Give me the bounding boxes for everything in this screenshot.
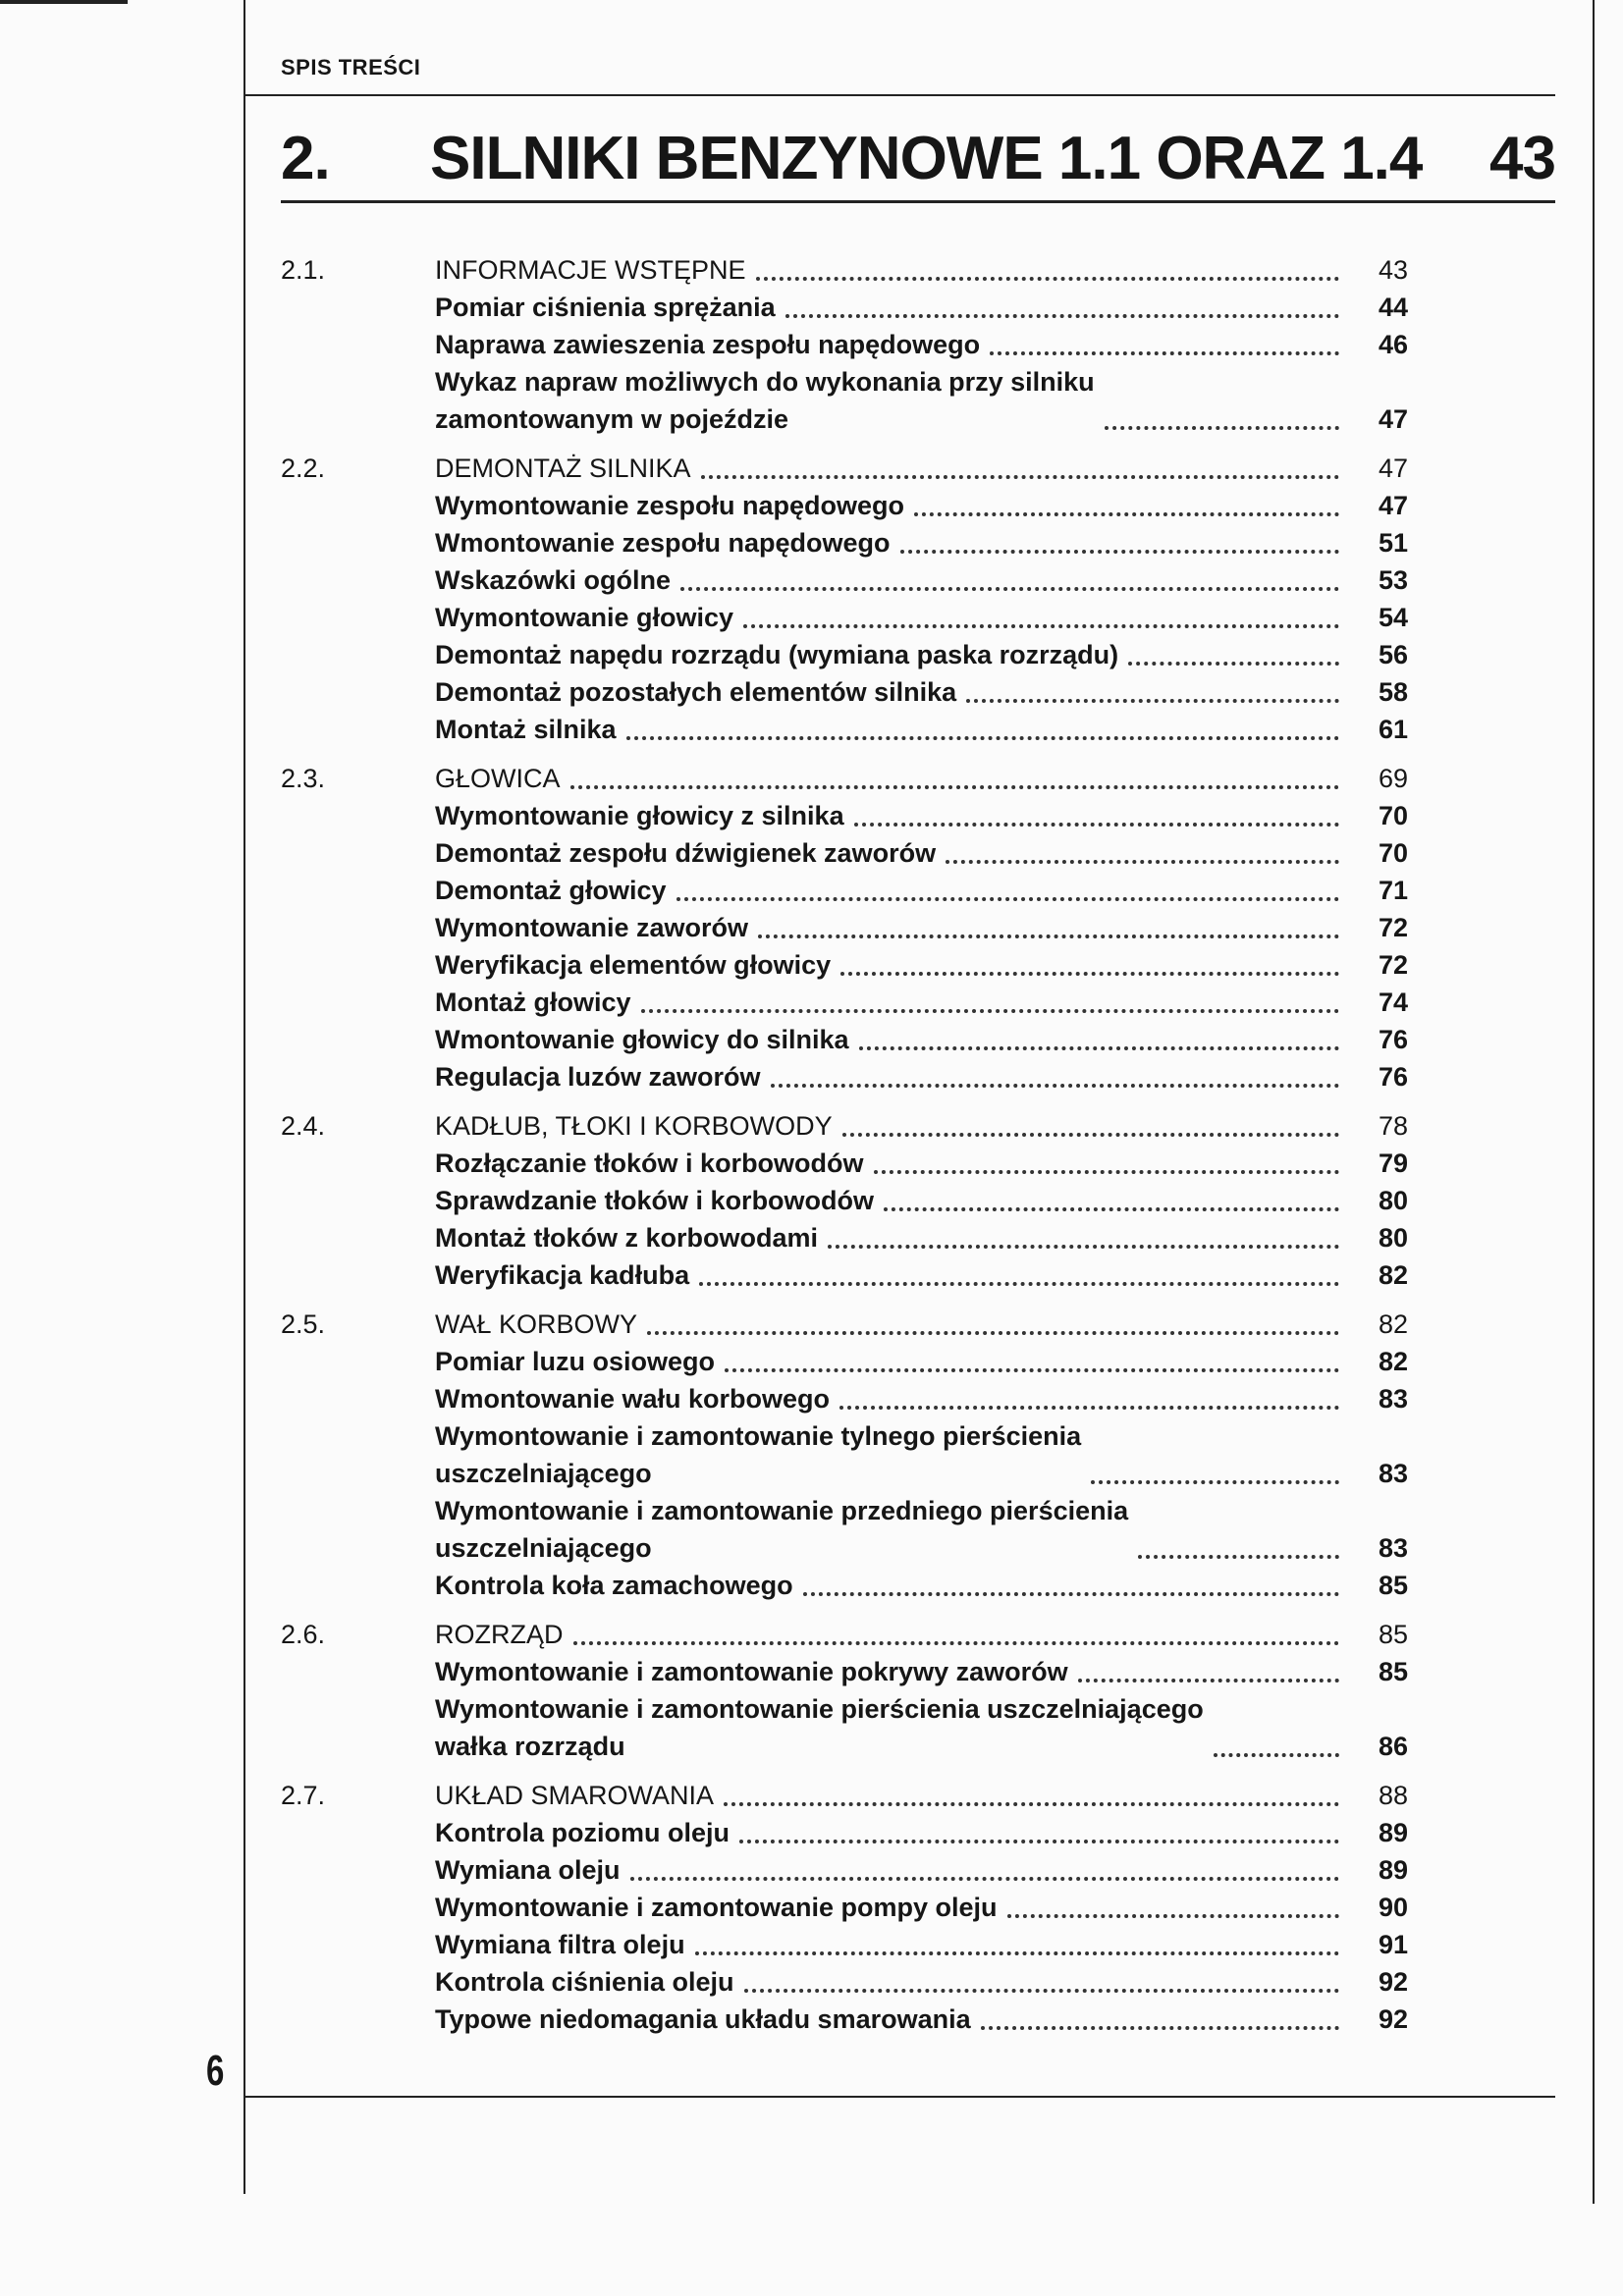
- dot-leader: [570, 785, 1339, 789]
- toc-entry-title: Pomiar luzu osiowego: [435, 1347, 716, 1376]
- toc-entry-label: [435, 1926, 1349, 1963]
- toc-entry-title: INFORMACJE WSTĘPNE: [435, 255, 746, 285]
- toc-entry-page: 92: [1378, 2004, 1408, 2034]
- toc-entry-title: UKŁAD SMAROWANIA: [435, 1781, 715, 1810]
- page-folio: 6: [206, 2047, 225, 2095]
- toc-item[interactable]: [281, 711, 1408, 748]
- toc-entry-page: 85: [1378, 1657, 1408, 1686]
- toc-entry-title: GŁOWICA: [435, 764, 561, 793]
- dot-leader: [1091, 1480, 1339, 1484]
- dot-leader: [946, 860, 1339, 864]
- toc-entry-page: 82: [1378, 1309, 1408, 1339]
- toc-entry-label: [435, 326, 1349, 363]
- toc-entry-page: 80: [1378, 1223, 1408, 1253]
- toc-entry-label: [435, 251, 1349, 289]
- toc-section: [281, 1616, 1408, 1765]
- toc-item[interactable]: [281, 487, 1408, 524]
- dot-leader: [854, 823, 1339, 827]
- toc-entry-number: 2.6.: [281, 1620, 326, 1649]
- dot-leader: [756, 277, 1339, 281]
- toc-entry-page: 91: [1378, 1930, 1408, 1959]
- toc-item[interactable]: [281, 289, 1408, 326]
- dot-leader: [981, 2026, 1339, 2030]
- toc-entry-title: Weryfikacja kadłuba: [435, 1260, 690, 1290]
- toc-entry-page: 76: [1378, 1062, 1408, 1092]
- toc-entry-label: [435, 1492, 1349, 1567]
- toc-entry-label: [435, 2001, 1349, 2038]
- toc-entry-page: 53: [1378, 565, 1408, 595]
- toc-entry-page: 72: [1378, 950, 1408, 980]
- toc-entry-page: 83: [1378, 1533, 1408, 1563]
- toc-entry-title: Wmontowanie zespołu napędowego: [435, 528, 891, 558]
- dot-leader: [828, 1245, 1339, 1249]
- toc-section-heading[interactable]: [281, 760, 1408, 797]
- toc-item[interactable]: [281, 1889, 1408, 1926]
- toc-item[interactable]: [281, 1963, 1408, 2001]
- toc-entry-label: [435, 673, 1349, 711]
- toc-section: [281, 450, 1408, 748]
- toc-entry-label: [435, 450, 1349, 487]
- toc-entry-label: [435, 711, 1349, 748]
- toc-entry-label: [435, 1058, 1349, 1095]
- toc-entry-label: [435, 1021, 1349, 1058]
- dot-leader: [573, 1641, 1340, 1645]
- toc-entry-label: [435, 909, 1349, 946]
- running-head: SPIS TREŚCI: [281, 55, 421, 80]
- toc-item[interactable]: [281, 326, 1408, 363]
- toc-entry-page: 83: [1378, 1384, 1408, 1414]
- dot-leader: [1128, 662, 1339, 666]
- toc-entry-title: Typowe niedomagania układu smarowania: [435, 2004, 971, 2034]
- left-margin-rule: [243, 0, 245, 2194]
- toc-entry-page: 92: [1378, 1967, 1408, 1997]
- dot-leader: [1078, 1679, 1339, 1682]
- dot-leader: [744, 1989, 1339, 1993]
- toc-entry-title: Wymontowanie głowicy z silnika: [435, 801, 844, 830]
- dot-leader: [739, 1840, 1339, 1843]
- toc-entry-title: Montaż głowicy: [435, 988, 631, 1017]
- toc-entry-label: [435, 524, 1349, 561]
- toc-item[interactable]: [281, 1926, 1408, 1963]
- toc-entry-title: Wymontowanie i zamontowanie pompy oleju: [435, 1893, 998, 1922]
- toc-entry-title: Kontrola koła zamachowego: [435, 1571, 793, 1600]
- toc-entry-page: 85: [1378, 1620, 1408, 1649]
- toc-item[interactable]: [281, 636, 1408, 673]
- toc-section-heading[interactable]: [281, 1306, 1408, 1343]
- dot-leader: [859, 1046, 1339, 1050]
- toc-entry-title: Naprawa zawieszenia zespołu napędowego: [435, 330, 981, 359]
- toc-entry-label: [435, 1182, 1349, 1219]
- toc-entry-title: KADŁUB, TŁOKI I KORBOWODY: [435, 1111, 833, 1141]
- toc-section: [281, 251, 1408, 438]
- toc-entry-label: [435, 289, 1349, 326]
- toc-entry-label: [435, 797, 1349, 834]
- toc-entry-label: [435, 1380, 1349, 1417]
- toc-entry-page: 83: [1378, 1459, 1408, 1488]
- toc-entry-label: [435, 1889, 1349, 1926]
- toc-item[interactable]: [281, 909, 1408, 946]
- toc-entry-title: Wykaz napraw możliwych do wykonania przy silniku zamontowanym w pojeździe: [435, 367, 1095, 434]
- toc-entry-page: 72: [1378, 913, 1408, 942]
- toc-entry-number: 2.1.: [281, 255, 326, 285]
- dot-leader: [1214, 1753, 1339, 1757]
- toc-item[interactable]: [281, 946, 1408, 984]
- toc-entry-label: [435, 1963, 1349, 2001]
- dot-leader: [842, 1133, 1339, 1137]
- dot-leader: [676, 897, 1339, 901]
- toc-entry-page: 74: [1378, 988, 1408, 1017]
- toc-entry-label: [435, 599, 1349, 636]
- toc-entry-title: Wymiana oleju: [435, 1855, 621, 1885]
- toc-entry-label: [435, 1851, 1349, 1889]
- toc-entry-label: [435, 1256, 1349, 1294]
- chapter-page-number: 43: [1489, 125, 1555, 192]
- toc-entry-number: 2.2.: [281, 454, 326, 483]
- toc-entry-page: 80: [1378, 1186, 1408, 1215]
- toc-item[interactable]: [281, 1492, 1408, 1567]
- dot-leader: [743, 624, 1339, 628]
- toc-section: [281, 1777, 1408, 2038]
- dot-leader: [699, 1282, 1339, 1286]
- toc-entry-title: DEMONTAŻ SILNIKA: [435, 454, 691, 483]
- toc-item[interactable]: [281, 797, 1408, 834]
- toc-entry-title: Wymontowanie głowicy: [435, 603, 734, 632]
- toc-entry-label: [435, 1107, 1349, 1145]
- toc-entry-label: [435, 1616, 1349, 1653]
- toc-item[interactable]: [281, 1417, 1408, 1492]
- toc-entry-page: 89: [1378, 1855, 1408, 1885]
- toc-entry-title: Wskazówki ogólne: [435, 565, 672, 595]
- toc-item[interactable]: [281, 1256, 1408, 1294]
- toc-entry-label: [435, 1567, 1349, 1604]
- toc-entry-title: Wmontowanie głowicy do silnika: [435, 1025, 849, 1054]
- dot-leader: [680, 587, 1339, 591]
- toc-section-heading[interactable]: [281, 1777, 1408, 1814]
- toc-item[interactable]: [281, 872, 1408, 909]
- dot-leader: [900, 550, 1339, 554]
- dot-leader: [914, 512, 1339, 516]
- toc-item[interactable]: [281, 673, 1408, 711]
- toc-entry-label: [435, 760, 1349, 797]
- top-edge-rule: [0, 0, 128, 4]
- dot-leader: [990, 351, 1339, 355]
- toc-entry-title: Weryfikacja elementów głowicy: [435, 950, 832, 980]
- toc-entry-title: Kontrola ciśnienia oleju: [435, 1967, 734, 1997]
- toc-entry-label: [435, 1653, 1349, 1690]
- toc-entry-label: [435, 1777, 1349, 1814]
- toc-entry-label: [435, 1306, 1349, 1343]
- toc-item[interactable]: [281, 1851, 1408, 1889]
- dot-leader: [839, 1406, 1339, 1410]
- toc-entry-label: [435, 1417, 1349, 1492]
- toc-entry-title: Demontaż pozostałych elementów silnika: [435, 677, 957, 707]
- toc-entry-title: Wymontowanie i zamontowanie przedniego pierścienia uszczelniającego: [435, 1496, 1129, 1563]
- toc-item[interactable]: [281, 1653, 1408, 1690]
- toc-entry-title: Wymontowanie i zamontowanie pokrywy zaworów: [435, 1657, 1068, 1686]
- toc-entry-number: 2.4.: [281, 1111, 326, 1141]
- toc-item[interactable]: [281, 834, 1408, 872]
- toc-entry-page: 70: [1378, 838, 1408, 868]
- dot-leader: [647, 1331, 1339, 1335]
- toc-item[interactable]: [281, 2001, 1408, 2038]
- toc-entry-page: 51: [1378, 528, 1408, 558]
- chapter-title: SILNIKI BENZYNOWE 1.1 ORAZ 1.4: [430, 125, 1423, 192]
- toc-entry-title: Montaż tłoków z korbowodami: [435, 1223, 818, 1253]
- dot-leader: [966, 699, 1339, 703]
- toc-entry-label: [435, 1145, 1349, 1182]
- toc-entry-page: 79: [1378, 1148, 1408, 1178]
- table-of-contents: [281, 251, 1408, 2050]
- toc-item[interactable]: [281, 1182, 1408, 1219]
- toc-entry-page: 54: [1378, 603, 1408, 632]
- toc-entry-title: ROZRZĄD: [435, 1620, 564, 1649]
- toc-entry-label: [435, 487, 1349, 524]
- toc-entry-title: Kontrola poziomu oleju: [435, 1818, 730, 1847]
- chapter-number: 2.: [281, 125, 330, 192]
- toc-entry-title: Demontaż napędu rozrządu (wymiana paska rozrządu): [435, 640, 1119, 669]
- toc-entry-title: Wymontowanie i zamontowanie pierścienia uszczelniającego wałka rozrządu: [435, 1694, 1204, 1761]
- toc-section-heading[interactable]: [281, 1107, 1408, 1145]
- dot-leader: [840, 972, 1339, 976]
- toc-item[interactable]: [281, 1021, 1408, 1058]
- dot-leader: [695, 1951, 1339, 1955]
- toc-entry-page: 56: [1378, 640, 1408, 669]
- toc-entry-page: 89: [1378, 1818, 1408, 1847]
- dot-leader: [874, 1170, 1339, 1174]
- toc-item[interactable]: [281, 1814, 1408, 1851]
- toc-entry-page: 58: [1378, 677, 1408, 707]
- dot-leader: [884, 1207, 1339, 1211]
- toc-entry-title: Pomiar ciśnienia sprężania: [435, 293, 776, 322]
- toc-item[interactable]: [281, 1690, 1408, 1765]
- toc-item[interactable]: [281, 561, 1408, 599]
- toc-entry-title: Demontaż zespołu dźwigienek zaworów: [435, 838, 937, 868]
- toc-entry-page: 85: [1378, 1571, 1408, 1600]
- toc-entry-title: Wymontowanie zespołu napędowego: [435, 491, 905, 520]
- title-rule: [281, 200, 1555, 203]
- toc-entry-label: [435, 636, 1349, 673]
- dot-leader: [1138, 1555, 1339, 1559]
- right-margin-rule: [1593, 0, 1595, 2204]
- dot-leader: [724, 1802, 1339, 1806]
- toc-entry-label: [435, 946, 1349, 984]
- toc-entry-label: [435, 984, 1349, 1021]
- toc-entry-page: 71: [1378, 876, 1408, 905]
- toc-item[interactable]: [281, 1343, 1408, 1380]
- toc-entry-title: Rozłączanie tłoków i korbowodów: [435, 1148, 864, 1178]
- toc-item[interactable]: [281, 1380, 1408, 1417]
- dot-leader: [1105, 426, 1339, 430]
- dot-leader: [803, 1592, 1339, 1596]
- toc-entry-label: [435, 1814, 1349, 1851]
- toc-item[interactable]: [281, 1058, 1408, 1095]
- toc-entry-title: WAŁ KORBOWY: [435, 1309, 638, 1339]
- toc-entry-label: [435, 1343, 1349, 1380]
- toc-entry-page: 70: [1378, 801, 1408, 830]
- toc-entry-page: 47: [1378, 454, 1408, 483]
- chapter-heading: [281, 120, 1555, 198]
- toc-item[interactable]: [281, 1145, 1408, 1182]
- toc-entry-page: 43: [1378, 255, 1408, 285]
- toc-entry-page: 69: [1378, 764, 1408, 793]
- toc-entry-label: [435, 1690, 1349, 1765]
- dot-leader: [725, 1368, 1339, 1372]
- footer-rule: [243, 2096, 1555, 2098]
- toc-item[interactable]: [281, 984, 1408, 1021]
- toc-entry-page: 82: [1378, 1347, 1408, 1376]
- toc-section: [281, 1306, 1408, 1604]
- toc-item[interactable]: [281, 363, 1408, 438]
- toc-section: [281, 1107, 1408, 1294]
- dot-leader: [626, 736, 1339, 740]
- toc-entry-label: [435, 834, 1349, 872]
- toc-section-heading[interactable]: [281, 251, 1408, 289]
- toc-entry-page: 76: [1378, 1025, 1408, 1054]
- dot-leader: [630, 1877, 1339, 1881]
- toc-entry-page: 61: [1378, 715, 1408, 744]
- toc-entry-title: Wmontowanie wału korbowego: [435, 1384, 831, 1414]
- dot-leader: [1007, 1914, 1339, 1918]
- toc-section-heading[interactable]: [281, 1616, 1408, 1653]
- dot-leader: [758, 934, 1339, 938]
- header-rule: [243, 94, 1555, 96]
- toc-entry-title: Wymontowanie zaworów: [435, 913, 749, 942]
- dot-leader: [641, 1009, 1339, 1013]
- toc-entry-page: 46: [1378, 330, 1408, 359]
- toc-entry-label: [435, 363, 1349, 438]
- dot-leader: [785, 314, 1339, 318]
- dot-leader: [701, 475, 1339, 479]
- toc-entry-page: 78: [1378, 1111, 1408, 1141]
- toc-entry-title: Montaż silnika: [435, 715, 617, 744]
- toc-section: [281, 760, 1408, 1095]
- toc-entry-page: 47: [1378, 404, 1408, 434]
- toc-entry-page: 82: [1378, 1260, 1408, 1290]
- toc-entry-number: 2.5.: [281, 1309, 326, 1339]
- toc-entry-title: Regulacja luzów zaworów: [435, 1062, 761, 1092]
- toc-entry-title: Wymontowanie i zamontowanie tylnego pierścienia uszczelniającego: [435, 1421, 1082, 1488]
- dot-leader: [771, 1084, 1339, 1088]
- toc-entry-page: 44: [1378, 293, 1408, 322]
- toc-entry-title: Sprawdzanie tłoków i korbowodów: [435, 1186, 875, 1215]
- toc-entry-label: [435, 561, 1349, 599]
- toc-item[interactable]: [281, 524, 1408, 561]
- toc-entry-page: 88: [1378, 1781, 1408, 1810]
- toc-entry-page: 90: [1378, 1893, 1408, 1922]
- toc-section-heading[interactable]: [281, 450, 1408, 487]
- toc-item[interactable]: [281, 599, 1408, 636]
- toc-item[interactable]: [281, 1219, 1408, 1256]
- toc-entry-number: 2.7.: [281, 1781, 326, 1810]
- toc-entry-label: [435, 872, 1349, 909]
- toc-entry-label: [435, 1219, 1349, 1256]
- toc-item[interactable]: [281, 1567, 1408, 1604]
- toc-entry-page: 47: [1378, 491, 1408, 520]
- toc-entry-title: Wymiana filtra oleju: [435, 1930, 685, 1959]
- toc-entry-number: 2.3.: [281, 764, 326, 793]
- toc-entry-page: 86: [1378, 1732, 1408, 1761]
- toc-entry-title: Demontaż głowicy: [435, 876, 667, 905]
